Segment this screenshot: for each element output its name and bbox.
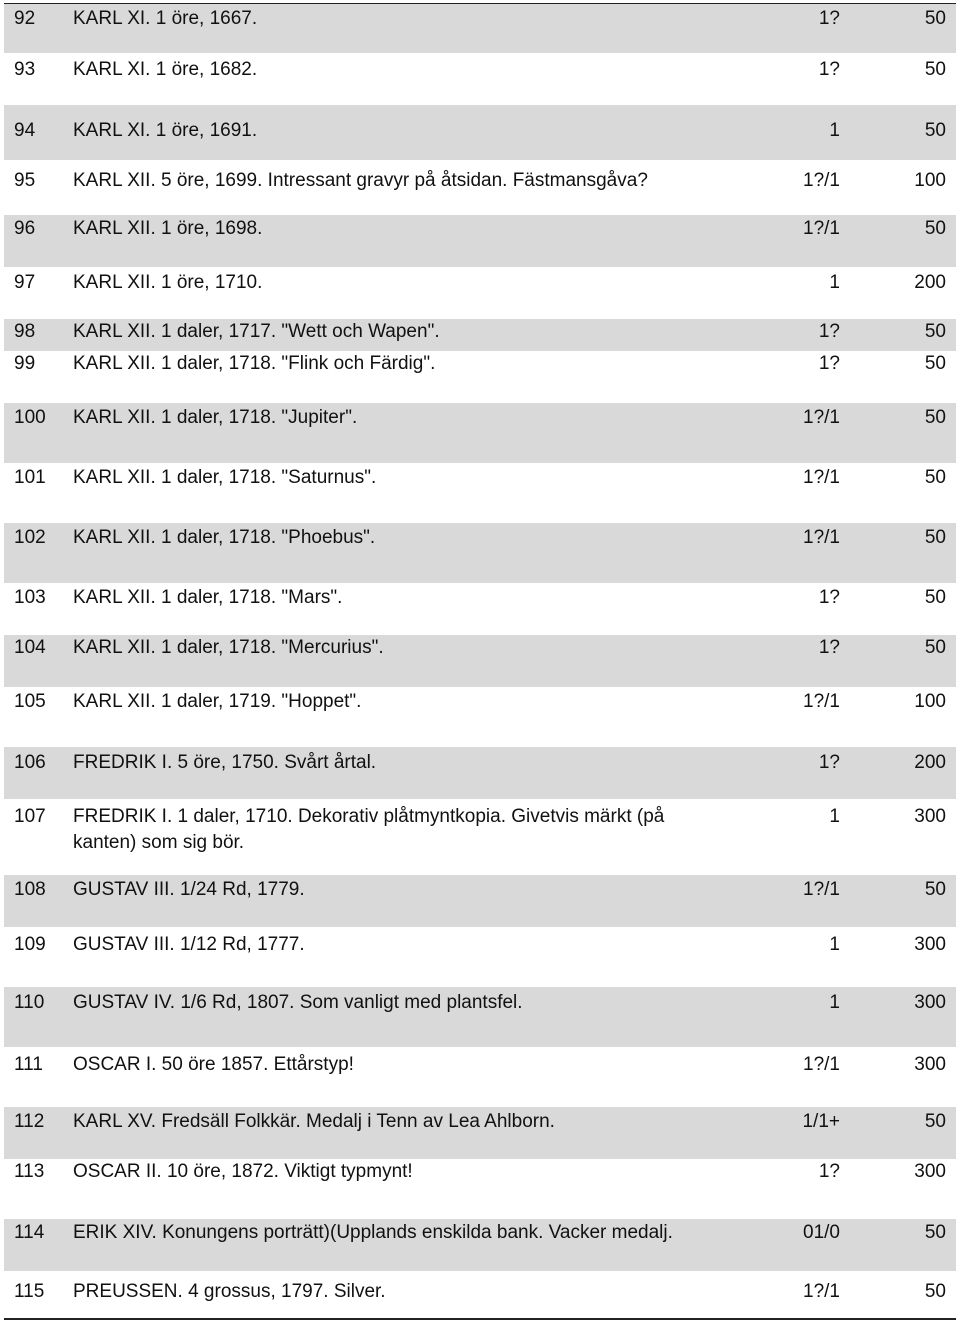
table-row bbox=[4, 319, 956, 351]
lot-grade: 1? bbox=[818, 59, 840, 80]
lot-grade: 1?/1 bbox=[803, 218, 840, 239]
table-row bbox=[4, 1107, 956, 1159]
lot-price: 50 bbox=[924, 8, 946, 29]
lot-number: 110 bbox=[14, 992, 45, 1013]
lot-grade: 1?/1 bbox=[803, 467, 840, 488]
lot-grade: 1? bbox=[818, 637, 840, 658]
lot-price: 50 bbox=[924, 467, 946, 488]
lot-price: 300 bbox=[914, 806, 946, 827]
lot-description: FREDRIK I. 5 öre, 1750. Svårt årtal. bbox=[73, 752, 377, 773]
table-row bbox=[4, 583, 956, 635]
lot-price: 200 bbox=[914, 752, 946, 773]
table-row bbox=[4, 53, 956, 105]
table-row bbox=[4, 799, 956, 875]
lot-description: KARL XII. 1 öre, 1710. bbox=[73, 272, 263, 293]
lot-description: KARL XII. 1 daler, 1719. "Hoppet". bbox=[73, 691, 362, 712]
lot-number: 95 bbox=[14, 170, 36, 191]
lot-price: 100 bbox=[914, 691, 946, 712]
lot-number: 109 bbox=[14, 934, 46, 955]
lot-price: 100 bbox=[914, 170, 946, 191]
table-row bbox=[4, 160, 956, 215]
lot-grade: 1? bbox=[818, 587, 840, 608]
lot-description: GUSTAV III. 1/12 Rd, 1777. bbox=[73, 934, 305, 955]
lot-number: 97 bbox=[14, 272, 36, 293]
lot-number: 99 bbox=[14, 353, 36, 374]
lot-grade: 1?/1 bbox=[803, 879, 840, 900]
lot-grade: 1 bbox=[829, 120, 840, 141]
lot-number: 101 bbox=[14, 467, 46, 488]
table-row bbox=[4, 267, 956, 319]
table-row bbox=[4, 463, 956, 523]
table-row bbox=[4, 1047, 956, 1107]
lot-grade: 1?/1 bbox=[803, 1054, 840, 1075]
lot-price: 50 bbox=[924, 353, 946, 374]
lot-number: 92 bbox=[14, 8, 36, 29]
lot-grade: 1? bbox=[818, 1161, 840, 1182]
lot-description: KARL XII. 1 daler, 1718. "Saturnus". bbox=[73, 467, 377, 488]
lot-description: KARL XII. 1 daler, 1718. "Jupiter". bbox=[73, 407, 358, 428]
lot-description: KARL XII. 1 daler, 1718. "Phoebus". bbox=[73, 527, 376, 548]
lot-description: GUSTAV IV. 1/6 Rd, 1807. Som vanligt med plantsfel. bbox=[73, 992, 523, 1013]
lot-grade: 1? bbox=[818, 8, 840, 29]
lot-price: 50 bbox=[924, 321, 946, 342]
lot-number: 98 bbox=[14, 321, 36, 342]
lot-number: 112 bbox=[14, 1111, 45, 1132]
lot-description: PREUSSEN. 4 grossus, 1797. Silver. bbox=[73, 1281, 386, 1302]
table-row bbox=[4, 927, 956, 987]
lot-number: 93 bbox=[14, 59, 36, 80]
lot-description: OSCAR II. 10 öre, 1872. Viktigt typmynt! bbox=[73, 1161, 413, 1182]
lot-grade: 1 bbox=[829, 992, 840, 1013]
bottom-rule bbox=[4, 1318, 956, 1320]
lot-grade: 1 bbox=[829, 806, 840, 827]
lot-number: 108 bbox=[14, 879, 46, 900]
table-row bbox=[4, 1219, 956, 1271]
table-row bbox=[4, 635, 956, 687]
lot-description: KARL XI. 1 öre, 1667. bbox=[73, 8, 258, 29]
lot-grade: 1? bbox=[818, 752, 840, 773]
lot-price: 50 bbox=[924, 879, 946, 900]
lot-number: 107 bbox=[14, 806, 46, 827]
lot-number: 115 bbox=[14, 1281, 45, 1302]
lot-number: 94 bbox=[14, 120, 36, 141]
lot-number: 113 bbox=[14, 1161, 45, 1182]
lot-number: 106 bbox=[14, 752, 46, 773]
lot-description: KARL XII. 1 öre, 1698. bbox=[73, 218, 263, 239]
lot-description: KARL XII. 1 daler, 1717. "Wett och Wapen". bbox=[73, 321, 440, 342]
lot-number: 96 bbox=[14, 218, 36, 239]
lot-grade: 1?/1 bbox=[803, 1281, 840, 1302]
table-row bbox=[4, 105, 956, 160]
lot-price: 50 bbox=[924, 218, 946, 239]
lot-grade: 1?/1 bbox=[803, 407, 840, 428]
lot-price: 300 bbox=[914, 934, 946, 955]
lot-grade: 1?/1 bbox=[803, 527, 840, 548]
lot-price: 50 bbox=[924, 587, 946, 608]
lot-description: KARL XI. 1 öre, 1682. bbox=[73, 59, 258, 80]
table-row bbox=[4, 1159, 956, 1219]
lot-description: GUSTAV III. 1/24 Rd, 1779. bbox=[73, 879, 305, 900]
lot-price: 50 bbox=[924, 59, 946, 80]
coin-catalog-table bbox=[4, 3, 956, 1326]
lot-description: FREDRIK I. 1 daler, 1710. Dekorativ plåtmyntkopia. Givetvis märkt (på bbox=[73, 806, 665, 827]
table-row bbox=[4, 875, 956, 927]
lot-price: 50 bbox=[924, 637, 946, 658]
lot-number: 102 bbox=[14, 527, 46, 548]
lot-description: OSCAR I. 50 öre 1857. Ettårstyp! bbox=[73, 1054, 354, 1075]
lot-grade: 01/0 bbox=[803, 1222, 840, 1243]
lot-price: 300 bbox=[914, 992, 946, 1013]
lot-price: 50 bbox=[924, 1111, 946, 1132]
lot-description: KARL XII. 1 daler, 1718. "Mars". bbox=[73, 587, 343, 608]
table-row bbox=[4, 523, 956, 583]
lot-number: 111 bbox=[14, 1054, 43, 1075]
lot-grade: 1 bbox=[829, 934, 840, 955]
lot-number: 103 bbox=[14, 587, 46, 608]
lot-price: 50 bbox=[924, 407, 946, 428]
lot-grade: 1?/1 bbox=[803, 691, 840, 712]
lot-number: 114 bbox=[14, 1222, 45, 1243]
lot-grade: 1?/1 bbox=[803, 170, 840, 191]
lot-grade: 1? bbox=[818, 321, 840, 342]
table-row bbox=[4, 215, 956, 267]
table-row bbox=[4, 351, 956, 403]
table-row bbox=[4, 4, 956, 53]
lot-number: 100 bbox=[14, 407, 46, 428]
lot-description: KARL XII. 1 daler, 1718. "Mercurius". bbox=[73, 637, 384, 658]
table-row bbox=[4, 987, 956, 1047]
lot-description: KARL XI. 1 öre, 1691. bbox=[73, 120, 258, 141]
lot-number: 104 bbox=[14, 637, 46, 658]
lot-grade: 1 bbox=[829, 272, 840, 293]
lot-description: ERIK XIV. Konungens porträtt)(Upplands enskilda bank. Vacker medalj. bbox=[73, 1222, 673, 1243]
lot-description: KARL XV. Fredsäll Folkkär. Medalj i Tenn av Lea Ahlborn. bbox=[73, 1111, 555, 1132]
lot-description: KARL XII. 1 daler, 1718. "Flink och Färdig". bbox=[73, 353, 436, 374]
lot-price: 50 bbox=[924, 527, 946, 548]
lot-price: 50 bbox=[924, 1222, 946, 1243]
lot-price: 200 bbox=[914, 272, 946, 293]
lot-description: KARL XII. 5 öre, 1699. Intressant gravyr på åtsidan. Fästmansgåva? bbox=[73, 170, 648, 191]
lot-price: 50 bbox=[924, 120, 946, 141]
lot-description-continued: kanten) som sig bör. bbox=[73, 832, 245, 853]
lot-price: 300 bbox=[914, 1161, 946, 1182]
lot-number: 105 bbox=[14, 691, 46, 712]
table-row bbox=[4, 747, 956, 799]
lot-grade: 1? bbox=[818, 353, 840, 374]
lot-price: 300 bbox=[914, 1054, 946, 1075]
table-row bbox=[4, 403, 956, 463]
table-row bbox=[4, 687, 956, 747]
lot-price: 50 bbox=[924, 1281, 946, 1302]
lot-grade: 1/1+ bbox=[802, 1111, 840, 1132]
